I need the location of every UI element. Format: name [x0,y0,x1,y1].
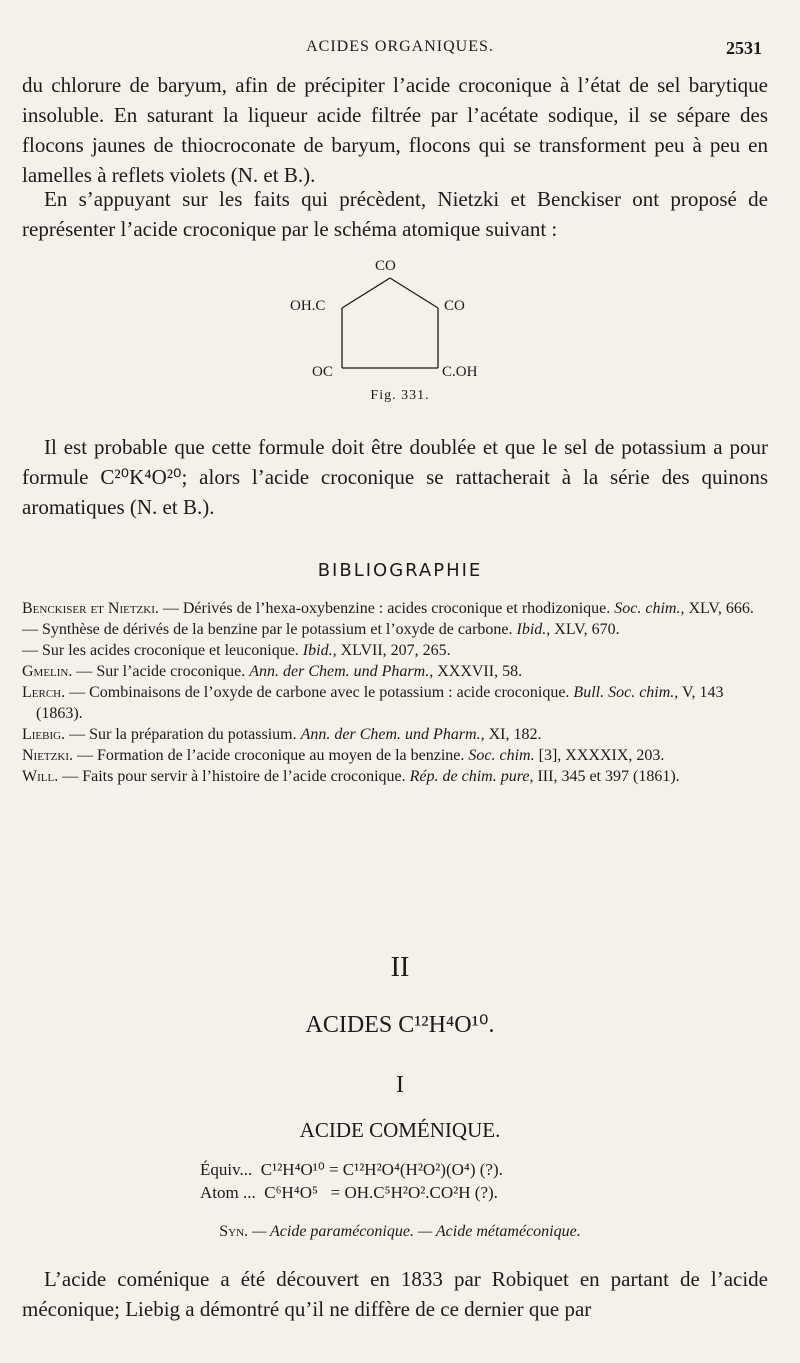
croconic-acid-schema [260,250,520,400]
paragraph-3: Il est probable que cette formule doit être doublée et que le sel de potassium a pour formule C²⁰K⁴O²⁰; alors l’acide croconique se rattacherait à la série des quinons aromatiques (N. et B.). [22,435,768,519]
atom-label: Atom ... [200,1183,256,1202]
paragraph-2: En s’appuyant sur les faits qui précèdent, Nietzki et Benckiser ont proposé de représenter l’acide croconique par le schéma atomique suivant : [22,187,768,241]
section-title: ACIDES C¹²H⁴O¹⁰. [305,1012,495,1038]
subsection-title: ACIDE COMÉNIQUE. [299,1118,501,1142]
schema-label-bottom-right: C.OH [442,364,478,380]
atom-formula: C⁶H⁴O⁵ = OH.C⁵H²O².CO²H (?). [264,1183,498,1202]
equiv-formula: C¹²H⁴O¹⁰ = C¹²H²O⁴(H²O²)(O⁴) (?). [260,1160,503,1179]
bibliography-entry: Nietzki. — Formation de l’acide croconique au moyen de la benzine. Soc. chim. [3], XXXXIX, 203. [22,747,665,764]
equiv-label: Équiv... [200,1160,253,1179]
section-numeral: II [390,952,410,983]
schema-label-top: CO [375,258,396,274]
atom-line [200,1183,498,1203]
bibliography-heading: BIBLIOGRAPHIE [317,560,483,581]
bibliography-entry: — Synthèse de dérivés de la benzine par le potassium et l’oxyde de carbone. Ibid., XLV, 670. [22,621,620,638]
running-head: ACIDES ORGANIQUES. [306,38,494,55]
equiv-line [200,1160,503,1180]
schema-label-bottom-left: OC [312,364,333,380]
figure-caption: Fig. 331. [370,388,430,403]
bibliography-entry: — Sur les acides croconique et leuconique. Ibid., XLVII, 207, 265. [22,642,451,659]
bibliography-entry: Liebig. — Sur la préparation du potassium. Ann. der Chem. und Pharm., XI, 182. [22,726,542,743]
schema-label-left: OH.C [290,298,326,314]
bibliography-entry: Will. — Faits pour servir à l’histoire de l’acide croconique. Rép. de chim. pure, III, 345 et 397 (1861). [22,768,680,785]
bibliography-entry: Lerch. — Combinaisons de l’oxyde de carbone avec le potassium : acide croconique. Bull. Soc. chim., V, 143 (1863). [22,684,724,722]
synonyms-names: — Acide paraméconique. — Acide métaméconique. [248,1223,581,1240]
page-number: 2531 [726,38,762,58]
subsection-numeral: I [396,1072,404,1098]
synonyms-label: Syn. [219,1223,249,1240]
bibliography-entry: Benckiser et Nietzki. — Dérivés de l’hexa-oxybenzine : acides croconique et rhodizonique. Soc. chim., XLV, 666. [22,600,754,617]
bibliography-entry: Gmelin. — Sur l’acide croconique. Ann. der Chem. und Pharm., XXXVII, 58. [22,663,523,680]
bibliography-list [22,598,768,787]
paragraph-1: du chlorure de baryum, afin de précipiter l’acide croconique à l’état de sel barytique insoluble. En saturant la liqueur acide filtrée par l’acétate sodique, il se sépare des flocons jaunes de thiocroconate de baryum, flocons qui se transforment peu à peu en lamelles à reflets violets (N. et B.). [22,73,768,187]
schema-label-right: CO [444,298,465,314]
closing-paragraph: L’acide coménique a été découvert en 1833 par Robiquet en partant de l’acide méconique; Liebig a démontré qu’il ne diffère de ce dernier que par [22,1267,768,1321]
synonyms [0,1223,800,1241]
